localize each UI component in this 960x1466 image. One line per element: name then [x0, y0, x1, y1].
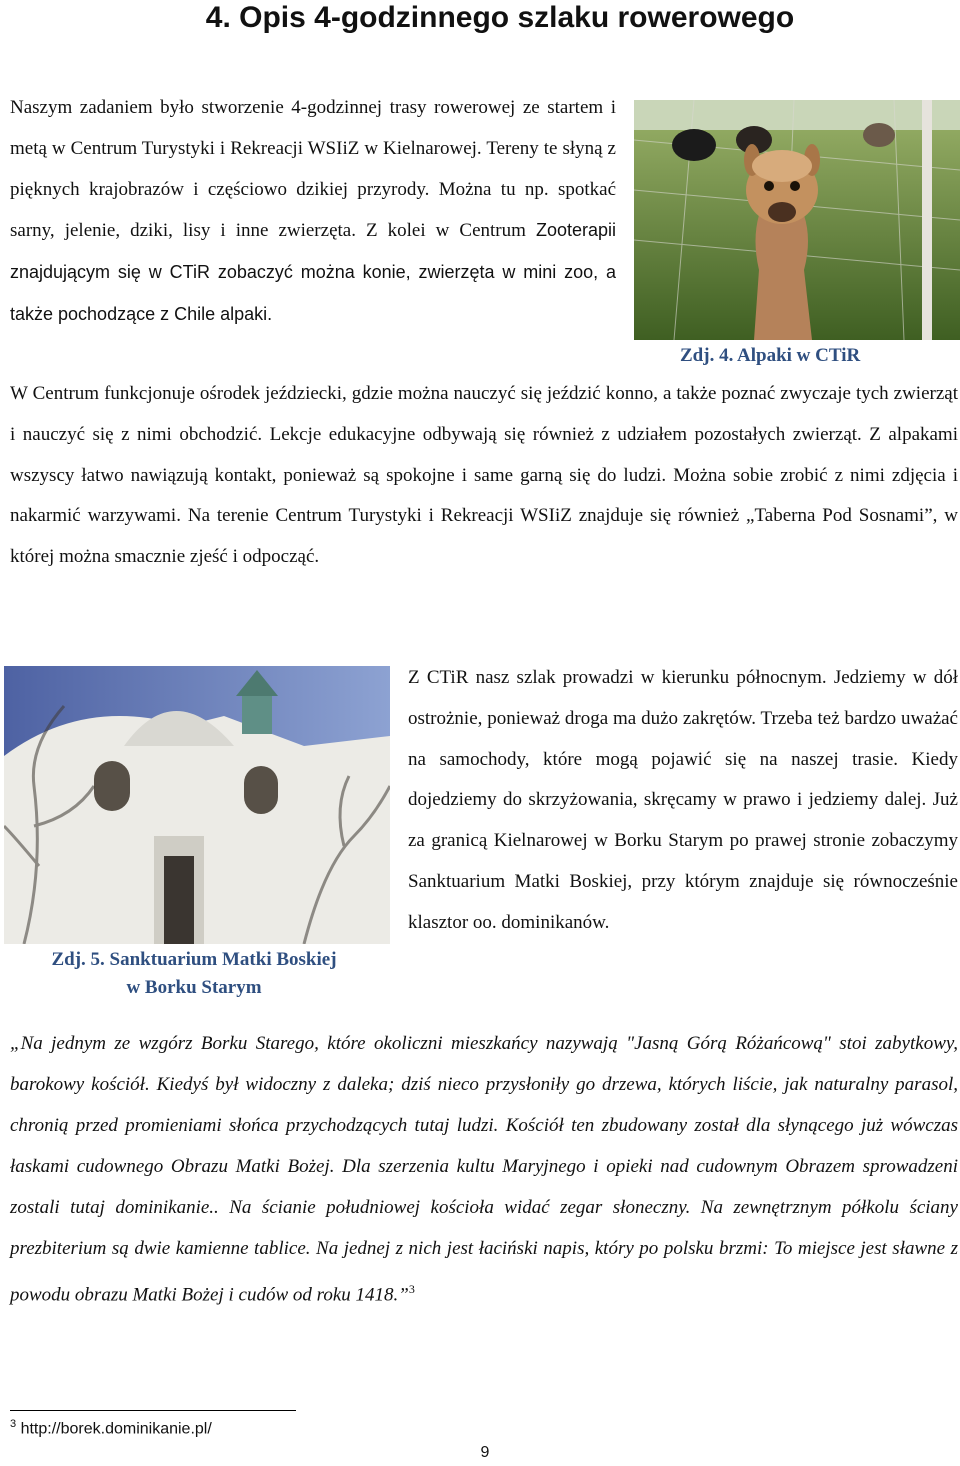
footnote-link[interactable]: http://borek.dominikanie.pl/: [20, 1420, 212, 1438]
photo-caption-church-line2: w Borku Starym: [126, 977, 262, 998]
photo-caption-church-line1: Zdj. 5. Sanktuarium Matki Boskiej: [51, 949, 337, 970]
church-photo: [4, 666, 390, 944]
intro-text-part1: Naszym zadaniem było stworzenie 4-godzinnej trasy rowerowej ze startem i metą w Centrum Turystyki i Rekreacji WSIiZ w Kielnarowej. Tereny te słyną z pięknych krajobrazów i częściowo dzikiej przyrody. Można tu np. spotkać sarny, jelenie, dziki, lisy i inne zwierzęta. Z kolei w Centrum: [10, 97, 616, 242]
photo-caption-church: [2, 946, 386, 1002]
quote-text: „Na jednym ze wzgórz Borku Starego, które okoliczni mieszkańcy nazywają "Jasną Górą Różańcową" stoi zabytkowy, barokowy kościół. Kiedyś był widoczny z daleka; dziś nieco przysłoniły go drzewa, których liście, jak naturalny parasol, chronią przed promieniami słońca przychodzących tutaj ludzi. Kościół ten zbudowany został dla słynącego już wówczas łaskami cudownego Obrazu Matki Bożej. Dla szerzenia kultu Maryjnego i opieki nad cudownym Obrazem sprowadzeni zostali tutaj dominikanie.. Na ścianie południowej kościoła widać zegar słoneczny. Na zewnętrznym półkolu ściany prezbiterium są dwie kamienne tablice. Na jednej z nich jest łaciński napis, który po polsku brzmi: To miejsce jest sławne z powodu obrazu Matki Bożej i cudów od roku 1418.”: [10, 1033, 958, 1306]
footnote-number: 3: [10, 1418, 17, 1430]
alpaca-photo: [634, 100, 960, 340]
paragraph-horse-riding: W Centrum funkcjonuje ośrodek jeździecki, gdzie można nauczyć się jeździć konno, a także poznać zwyczaje tych zwierząt i nauczyć się z nimi obchodzić. Lekcje edukacyjne odbywają się również z udziałem pozostałych zwierząt. Z alpakami wszyscy łatwo nawiązują kontakt, ponieważ są spokojne i same garną się do ludzi. Można sobie zrobić z nimi zdjęcia i nakarmić warzywami. Na terenie Centrum Turystyki i Rekreacji WSIiZ znajduje się również „Taberna Pod Sosnami”, w której można smacznie zjeść i odpocząć.: [10, 383, 958, 568]
quote-paragraph: [10, 1024, 958, 1317]
footnote-reference: 3: [408, 1282, 415, 1297]
page-number: 9: [480, 1444, 490, 1461]
page-title: 4. Opis 4-godzinnego szlaku rowerowego: [205, 1, 795, 34]
intro-paragraph: [10, 88, 616, 336]
alpaca-photo-image: [634, 100, 960, 340]
footnote: [10, 1418, 212, 1438]
footnote-divider: [10, 1410, 296, 1411]
paragraph-route: Z CTiR nasz szlak prowadzi w kierunku północnym. Jedziemy w dół ostrożnie, ponieważ droga ma dużo zakrętów. Trzeba też bardzo uważać na samochody, które mogą pojawić się na naszej trasie. Kiedy dojedziemy do skrzyżowania, skręcamy w prawo i jedziemy dalej. Już za granicą Kielnarowej w Borku Starym po prawej stronie zobaczymy Sanktuarium Matki Boskiej, przy którym znajduje się równocześnie klasztor oo. dominikanów.: [408, 667, 958, 933]
intro-text-part2: Zooterapii znajdującym się w CTiR zobaczyć można konie, zwierzęta w mini zoo, a także pochodzące z Chile alpaki.: [10, 220, 617, 324]
church-photo-image: [4, 666, 390, 944]
photo-caption-alpaca: Zdj. 4. Alpaki w CTiR: [680, 345, 861, 366]
